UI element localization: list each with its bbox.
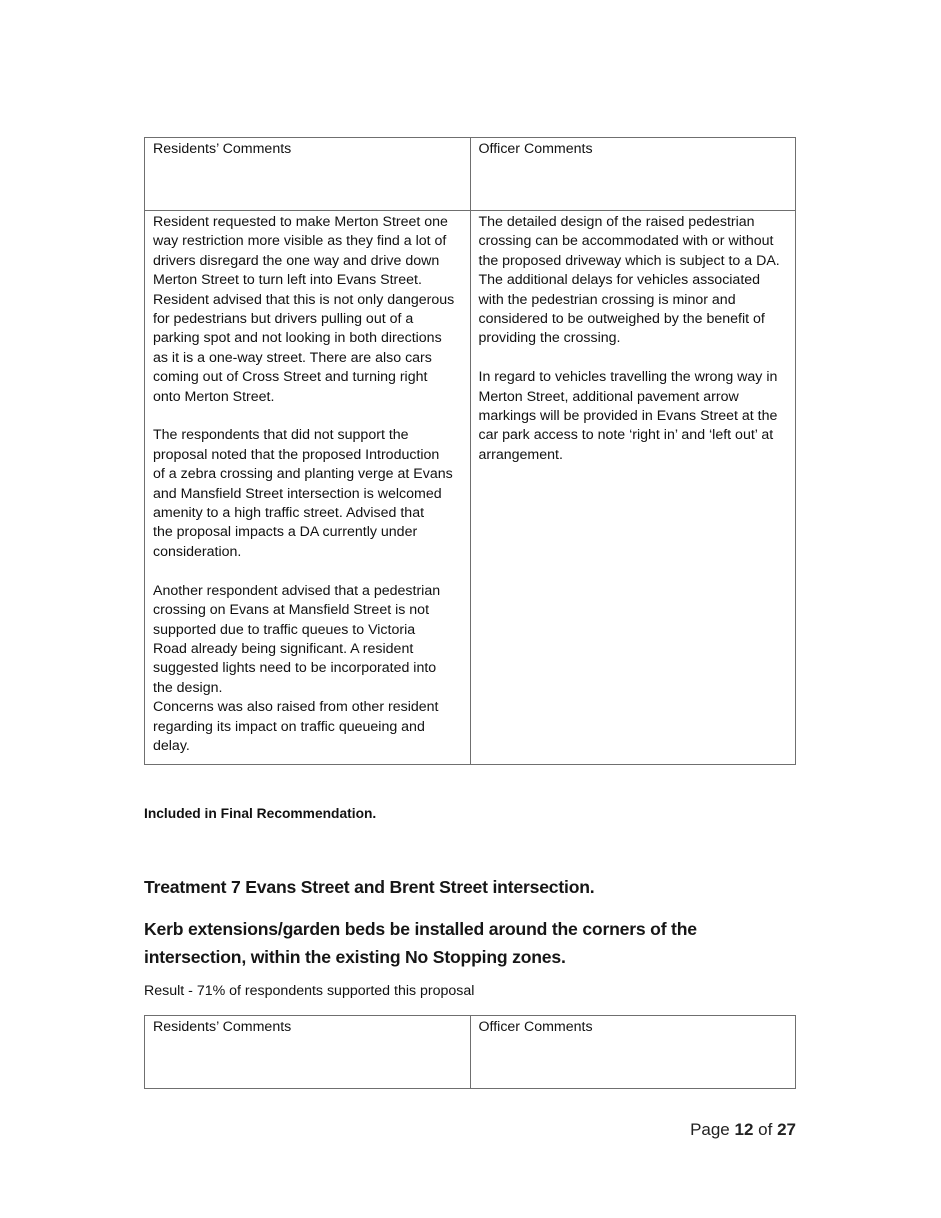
text-line: as it is a one-way street. There are also cars xyxy=(153,349,432,366)
text-line: Merton Street to turn left into Evans Street. xyxy=(153,272,422,289)
text-line: Road already being significant. A resident xyxy=(153,640,414,657)
page-word: Page xyxy=(690,1120,730,1139)
treatment-heading: Treatment 7 Evans Street and Brent Street intersection. xyxy=(144,877,595,897)
text-line: parking spot and not looking in both directions xyxy=(153,330,442,347)
text-line: Concerns was also raised from other resident xyxy=(153,699,439,716)
residents-comments-header: Residents’ Comments xyxy=(145,1016,471,1089)
officer-paragraph-2 xyxy=(479,368,789,465)
text-line: The detailed design of the raised pedestrian xyxy=(478,214,755,230)
table-header-row xyxy=(145,1016,796,1089)
text-line: the proposal impacts a DA currently under xyxy=(153,524,418,541)
officer-comments-header: Officer Comments xyxy=(470,1016,796,1089)
text-line: drivers disregard the one way and drive down xyxy=(153,252,440,269)
residents-paragraph-1 xyxy=(153,213,463,407)
text-line: Resident requested to make Merton Street one xyxy=(153,214,448,230)
comments-table-treatment-6 xyxy=(144,137,796,765)
text-line: providing the crossing. xyxy=(478,330,621,347)
residents-comments-header: Residents’ Comments xyxy=(145,138,471,211)
text-line: considered to be outweighed by the benefit of xyxy=(478,311,765,328)
text-line: The respondents that did not support the xyxy=(153,427,409,444)
officer-comments-cell xyxy=(470,211,796,765)
text-line: for pedestrians but drivers pulling out of a xyxy=(153,311,414,328)
text-line: The additional delays for vehicles associated xyxy=(478,272,761,289)
officer-paragraph-1 xyxy=(479,213,789,349)
text-line: amenity to a high traffic street. Advised that xyxy=(153,505,425,522)
text-line: delay. xyxy=(153,737,190,754)
text-line: arrangement. xyxy=(478,446,563,463)
page-number-footer xyxy=(690,1120,796,1140)
text-line: consideration. xyxy=(153,543,242,560)
text-line: way restriction more visible as they find a lot of xyxy=(153,233,447,250)
text-line: of a zebra crossing and planting verge at Evans xyxy=(153,466,453,483)
text-line: Merton Street, additional pavement arrow xyxy=(478,388,739,405)
residents-paragraph-3 xyxy=(153,582,463,698)
comments-table-treatment-7 xyxy=(144,1015,796,1089)
residents-comments-cell xyxy=(145,211,471,765)
current-page-number: 12 xyxy=(734,1120,754,1139)
residents-paragraph-4 xyxy=(153,698,463,756)
text-line: car park access to note ‘right in’ and ‘left out’ at xyxy=(478,427,774,444)
text-line: with the pedestrian crossing is minor and xyxy=(478,291,736,308)
treatment-description: Kerb extensions/garden beds be installed around the corners of the intersection, within the existing No Stopping zones. xyxy=(144,919,697,967)
text-line: crossing can be accommodated with or without xyxy=(478,233,774,250)
text-line: coming out of Cross Street and turning right xyxy=(153,369,428,386)
text-line: crossing on Evans at Mansfield Street is not xyxy=(153,602,430,619)
text-line: markings will be provided in Evans Street at the xyxy=(478,408,778,425)
officer-comments-header: Officer Comments xyxy=(470,138,796,211)
text-line: suggested lights need to be incorporated into xyxy=(153,660,437,677)
text-line: Another respondent advised that a pedestrian xyxy=(153,582,441,599)
text-line: proposal noted that the proposed Introduction xyxy=(153,446,440,463)
text-line: regarding its impact on traffic queueing and xyxy=(153,718,425,735)
text-line: supported due to traffic queues to Victoria xyxy=(153,621,416,638)
included-in-final-recommendation: Included in Final Recommendation. xyxy=(144,806,377,821)
table-body-row xyxy=(145,211,796,765)
text-line: In regard to vehicles travelling the wrong way in xyxy=(478,369,778,386)
total-pages: 27 xyxy=(777,1120,796,1139)
residents-paragraph-2 xyxy=(153,426,463,562)
text-line: and Mansfield Street intersection is welcomed xyxy=(153,485,442,502)
text-line: onto Merton Street. xyxy=(153,388,275,405)
text-line: the design. xyxy=(153,679,223,696)
text-line: Resident advised that this is not only dangerous xyxy=(153,291,455,308)
survey-result: Result - 71% of respondents supported this proposal xyxy=(144,983,475,999)
table-header-row xyxy=(145,138,796,211)
of-word: of xyxy=(758,1120,773,1139)
text-line: the proposed driveway which is subject to a DA. xyxy=(478,252,780,269)
